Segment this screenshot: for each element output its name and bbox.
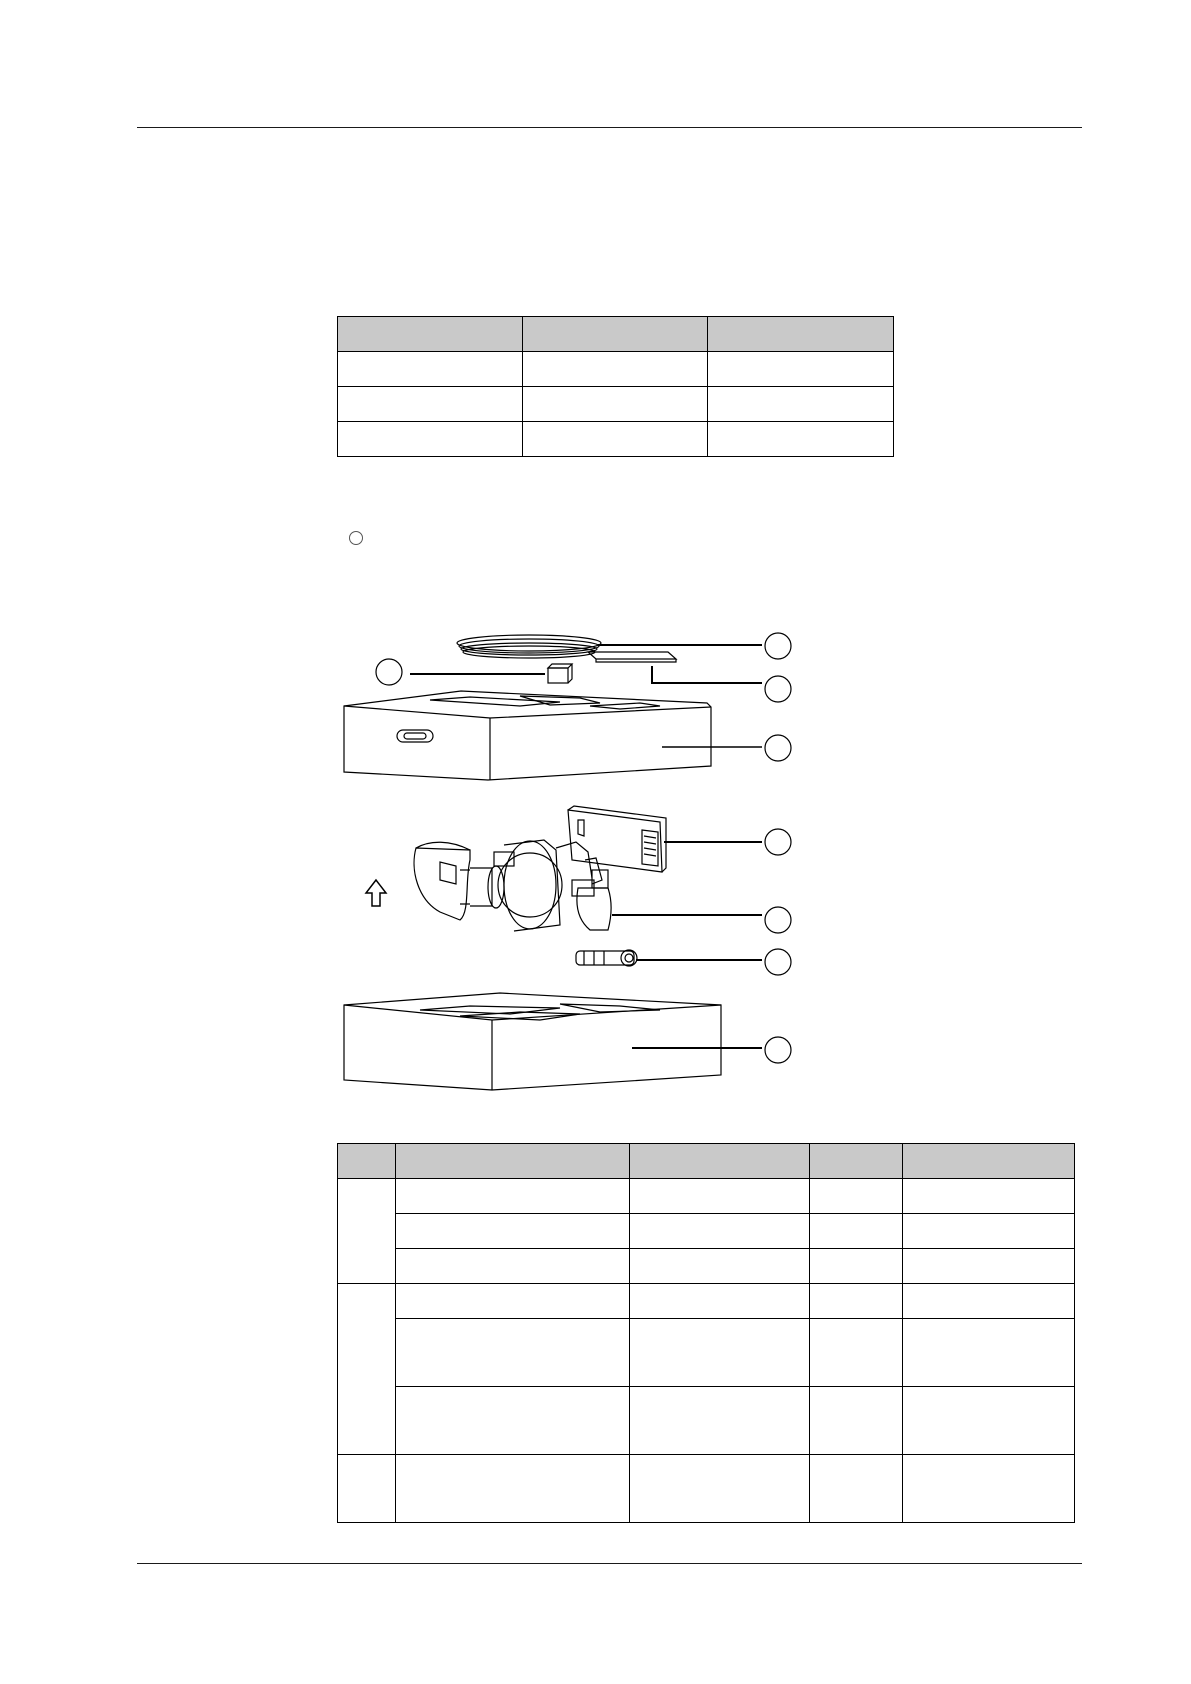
table-cell <box>630 1387 810 1455</box>
table-cell <box>903 1179 1075 1214</box>
table-cell <box>810 1387 903 1455</box>
table-header-cell <box>903 1144 1075 1179</box>
lift-direction-arrow-icon <box>366 880 386 906</box>
callout-leader-line <box>652 666 762 683</box>
table-cell <box>396 1249 630 1284</box>
table-cell <box>396 1319 630 1387</box>
small-block-illustration <box>548 664 572 683</box>
table-cell <box>396 1387 630 1455</box>
table-row <box>338 1214 1075 1249</box>
table-cell <box>810 1179 903 1214</box>
callout-circle <box>765 829 791 855</box>
connector-cable-illustration <box>576 950 637 966</box>
table-cell <box>810 1319 903 1387</box>
table-row <box>338 1455 1075 1523</box>
top-foam-tray-illustration <box>344 691 711 780</box>
table-cell <box>903 1319 1075 1387</box>
table-header-cell <box>630 1144 810 1179</box>
table-cell <box>810 1214 903 1249</box>
table-header-row <box>338 1144 1075 1179</box>
table-cell <box>903 1249 1075 1284</box>
table-cell <box>338 1455 396 1523</box>
table-cell <box>810 1249 903 1284</box>
table-header-cell <box>810 1144 903 1179</box>
cable-coil-illustration <box>457 635 601 658</box>
table-cell <box>903 1214 1075 1249</box>
table-cell <box>396 1455 630 1523</box>
callout-circle <box>765 949 791 975</box>
table-cell <box>903 1284 1075 1319</box>
packing-list-table <box>337 1143 1075 1523</box>
bottom-foam-tray-illustration <box>344 993 721 1090</box>
table-cell <box>810 1284 903 1319</box>
table-cell <box>396 1214 630 1249</box>
table-cell <box>630 1179 810 1214</box>
table-header-cell <box>396 1144 630 1179</box>
table-cell <box>810 1455 903 1523</box>
robot-arm-illustration <box>414 840 611 931</box>
table-cell <box>396 1179 630 1214</box>
table-cell <box>903 1387 1075 1455</box>
table-cell <box>630 1455 810 1523</box>
accessory-card-illustration <box>588 652 676 662</box>
control-box-illustration <box>568 806 666 872</box>
table-cell <box>630 1319 810 1387</box>
table-cell <box>903 1455 1075 1523</box>
table-cell <box>630 1284 810 1319</box>
table-cell <box>630 1214 810 1249</box>
callout-circle <box>765 676 791 702</box>
table-cell <box>338 1179 396 1284</box>
table-cell <box>338 1284 396 1455</box>
footer-rule <box>137 1563 1082 1564</box>
callout-circle <box>765 633 791 659</box>
table-cell <box>396 1284 630 1319</box>
table-row <box>338 1179 1075 1214</box>
table-row <box>338 1284 1075 1319</box>
table-row <box>338 1387 1075 1455</box>
callout-circle <box>765 1037 791 1063</box>
table-cell <box>630 1249 810 1284</box>
callout-circle <box>765 907 791 933</box>
table-header-cell <box>338 1144 396 1179</box>
callout-circle <box>376 659 402 685</box>
callout-circle <box>765 735 791 761</box>
table-row <box>338 1249 1075 1284</box>
table-row <box>338 1319 1075 1387</box>
